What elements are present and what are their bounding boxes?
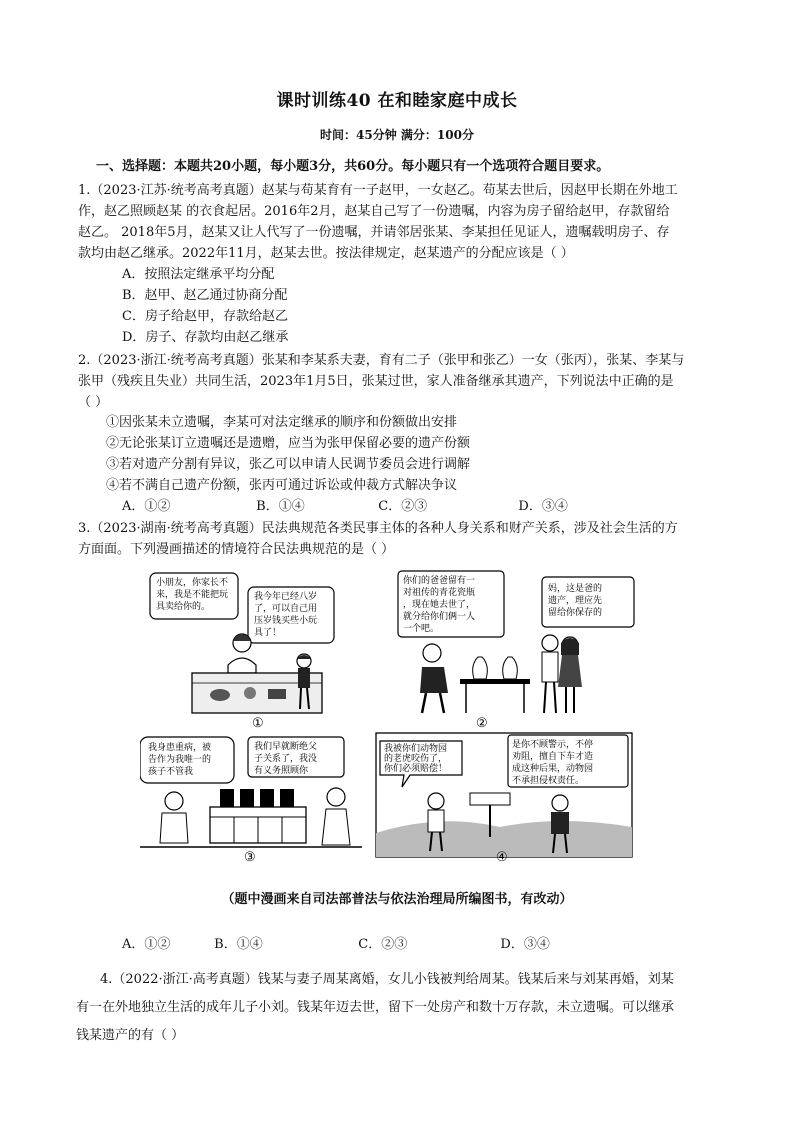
bubble-line: 一个吧。 <box>403 624 440 634</box>
q1-option-a[interactable]: A．按照法定继承平均分配 <box>122 267 275 282</box>
bubble-line: 压岁钱买些小玩 <box>254 616 318 626</box>
comic-caption: （题中漫画来自司法部普法与依法治理局所编图书，有改动） <box>221 892 573 907</box>
comic-panel-4 <box>376 733 632 863</box>
bubble-line: 了，可以自己用 <box>254 604 318 614</box>
q2-statement-3: ③若对遗产分割有异议，张乙可以申请人民调节委员会进行调解 <box>106 457 471 472</box>
bubble-line: 具卖给你的。 <box>156 602 211 612</box>
q3-option-c[interactable]: C．②③ <box>358 937 408 952</box>
bubble-line: 对祖传的青花瓷瓶 <box>403 588 476 598</box>
bubble-line: 我们早就断绝父 <box>254 742 318 752</box>
bubble-line: 劝阻，擅自下车才造 <box>512 752 594 762</box>
question-3-line: 方面面。下列漫画描述的情境符合民法典规范的是（ ） <box>78 542 395 557</box>
comic-illustration <box>140 565 640 863</box>
question-2-line: 2.（2023·浙江·统考高考真题）张某和李某系夫妻，育有二子（张甲和张乙）一女（张丙），张某、李某与 <box>78 353 685 368</box>
comic-panel-1 <box>150 573 334 731</box>
question-4-line: 有一在外地独立生活的成年儿子小刘。钱某年迈去世，留下一处房产和数十万存款，未立遗嘱。可以继承 <box>76 1000 675 1015</box>
question-3-line: 3.（2023·湖南·统考高考真题）民法典规范各类民事主体的各种人身关系和财产关系，涉及社会生活的方 <box>78 521 678 536</box>
bubble-line: 有义务照顾你 <box>254 766 309 776</box>
page-title: 课时训练40 在和睦家庭中成长 <box>276 91 518 111</box>
bubble-line: 留给你保存的 <box>548 608 603 618</box>
question-4 <box>76 966 704 1050</box>
q2-option-c[interactable]: C．②③ <box>378 499 428 514</box>
bubble-line: 妈，这是爸的 <box>548 584 603 594</box>
bubble-line: 遗产，理应先 <box>548 596 603 606</box>
bubble-line: 就分给你们俩一人 <box>403 612 476 622</box>
comic-panel-2 <box>398 571 634 731</box>
q3-options <box>122 934 550 955</box>
q2-option-d[interactable]: D．③④ <box>518 499 568 514</box>
bubble-line: ，现在她去世了， <box>403 600 476 610</box>
bubble-line: 我被你们动物园 <box>384 744 448 754</box>
q2-statement-2: ②无论张某订立遗嘱还是遗赠，应当为张甲保留必要的遗产份额 <box>106 436 471 451</box>
q2-options <box>122 496 568 517</box>
question-1 <box>78 180 718 264</box>
bubble-line: 是你不顾警示，不停 <box>512 740 594 750</box>
bubble-line: 告作为我唯一的 <box>148 755 212 765</box>
q2-option-b[interactable]: B．①④ <box>256 499 305 514</box>
q2-statement-1: ①因张某未立遗嘱，李某可对法定继承的顺序和份额做出安排 <box>106 415 458 430</box>
bubble-line: 孩子不管我 <box>148 767 194 777</box>
question-2 <box>78 350 718 413</box>
q2-option-a[interactable]: A．①② <box>122 499 171 514</box>
bubble-line: 子关系了，我没 <box>254 754 318 764</box>
time-score-info: 时间：45分钟 满分：100分 <box>320 128 474 142</box>
q3-option-a[interactable]: A．①② <box>122 937 171 952</box>
q3-option-d[interactable]: D．③④ <box>500 937 550 952</box>
bubble-line: 小朋友，你家长不 <box>156 578 229 588</box>
bubble-line: 我身患重病，被 <box>148 743 212 753</box>
section-heading: 一、选择题：本题共20小题，每小题3分，共60分。每小题只有一个选项符合题目要求。 <box>96 159 610 174</box>
question-1-line: 作，赵乙照顾赵某 的衣食起居。2016年2月，赵某自己写了一份遗嘱，内容为房子留给赵甲，存款留给 <box>78 204 670 219</box>
question-3 <box>78 518 718 560</box>
bubble-line: 具了！ <box>254 628 282 638</box>
q1-option-c[interactable]: C．房子给赵甲，存款给赵乙 <box>122 309 288 324</box>
q2-statement-4: ④若不满自己遗产份额，张丙可通过诉讼或仲裁方式解决争议 <box>106 478 458 493</box>
q3-option-b[interactable]: B．①④ <box>214 937 263 952</box>
bubble-line: 的老虎咬伤了， <box>384 754 448 764</box>
bubble-line: 你们必须赔偿！ <box>384 764 448 774</box>
bubble-line: 不承担侵权责任。 <box>512 776 585 786</box>
question-2-line: （ ） <box>78 395 109 410</box>
panel-label: ② <box>476 716 488 731</box>
q1-option-b[interactable]: B．赵甲、赵乙通过协商分配 <box>122 288 288 303</box>
question-4-line: 钱某遗产的有（ ） <box>76 1028 185 1043</box>
question-2-line: 张甲（残疾且失业）共同生活，2023年1月5日，张某过世，家人准备继承其遗产，下列说法中正确的是 <box>78 374 674 389</box>
panel-label: ③ <box>244 850 256 863</box>
question-1-line: 款均由赵乙继承。2022年11月，赵某去世。按法律规定，赵某遗产的分配应该是（ ） <box>78 246 574 261</box>
panel-label: ① <box>252 716 264 731</box>
panel-label: ④ <box>496 850 508 863</box>
question-1-line: 赵乙。 2018年5月，赵某又让人代写了一份遗嘱，并请邻居张某、李某担任见证人，遗嘱载明房子、存 <box>78 225 670 240</box>
question-1-line: 1.（2023·江苏·统考高考真题）赵某与苟某育有一子赵甲，一女赵乙。苟某去世后，因赵甲长期在外地工 <box>78 183 678 198</box>
bubble-line: 你们的爸爸留有一 <box>403 576 476 586</box>
q1-option-d[interactable]: D．房子、存款均由赵乙继承 <box>122 330 289 345</box>
question-4-line: 4.（2022·浙江·高考真题）钱某与妻子周某离婚，女儿小钱被判给周某。钱某后来与刘某再婚，刘某 <box>100 972 674 987</box>
bubble-line: 我今年已经八岁 <box>254 592 318 602</box>
bubble-line: 来，我是不能把玩 <box>156 590 229 600</box>
comic-panel-3 <box>140 737 362 863</box>
bubble-line: 成这种后果，动物园 <box>512 764 594 774</box>
